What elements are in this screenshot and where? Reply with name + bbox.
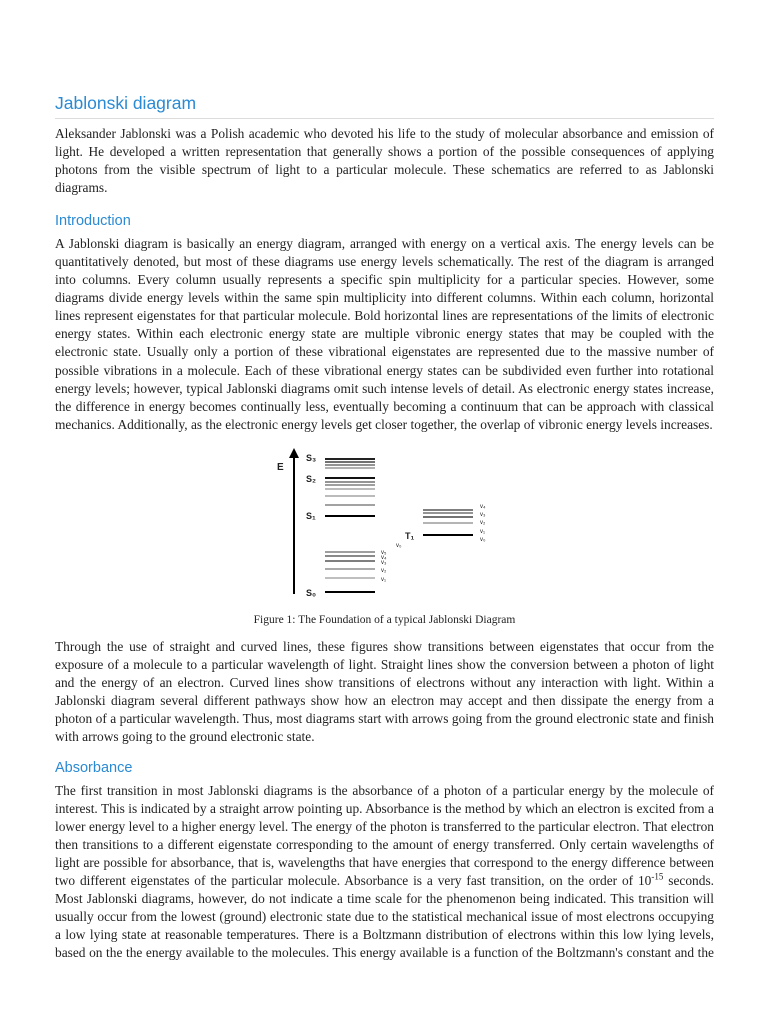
label-singlet-v1: v₁ xyxy=(381,576,387,583)
label-singlet-v5: v₅ xyxy=(381,549,387,556)
s2-levels xyxy=(325,478,375,505)
section-heading-absorbance: Absorbance xyxy=(55,759,133,776)
label-s3: S₃ xyxy=(306,452,317,463)
label-singlet-v3: v₃ xyxy=(381,559,387,566)
jablonski-figure xyxy=(55,444,714,626)
transitions-paragraph: Through the use of straight and curved lines, these figures show transitions between eigenstates that occur from the exposure of a molecule to a particular wavelength of light. Straight lines show the conversion between a photon of light and the energy of an electron. Curved lines show transitions of electrons without any interaction with light. Within a Jablonski diagram several different pathways show how an electron may accept and then dissipate the energy from a photon of a particular wavelength. Thus, most diagrams start with arrows going from the ground electronic state and finish with arrows going to the ground electronic state. xyxy=(55,638,714,744)
absorbance-paragraph xyxy=(55,782,714,962)
label-s2: S₂ xyxy=(306,473,317,484)
absorbance-exponent: -15 xyxy=(651,871,664,882)
t1-levels xyxy=(423,510,473,535)
label-triplet-v4: v₄ xyxy=(480,503,486,510)
document-page xyxy=(55,92,714,962)
label-triplet-v0: v₀ xyxy=(480,536,486,543)
singlet-vib-labels xyxy=(381,550,387,583)
label-singlet-v4: v₄ xyxy=(381,554,387,561)
absorbance-text-part1: The first transition in most Jablonski diagrams is the absorbance of a photon of a particular energy by the molecule of interest. This is indicated by a straight arrow pointing up. Absorbance is the method by which an electron is excited from a lower energy level to a higher energy level. The energy of the photon is transferred to the particular electron. That electron then transitions to a different eigenstate corresponding to the amount of energy transferred. Only certain wavelengths of light are possible for absorbance, that is, wavelengths that have energies that correspond to the energy difference between two different eigenstates of the particular molecule. Absorbance is a very fast transition, on the order of 10 xyxy=(55,782,714,889)
section-heading-introduction: Introduction xyxy=(55,213,131,230)
label-s0: S₀ xyxy=(306,587,317,598)
jablonski-diagram xyxy=(0,444,768,614)
intro-paragraph: Aleksander Jablonski was a Polish academic who devoted his life to the study of molecular absorbance and emission of light. He developed a written representation that generally shows a portion of the possible consequences of applying photons from the visible spectrum of light to a particular molecule. These schematics are referred to as Jablonski diagrams. xyxy=(55,126,714,196)
label-triplet-v3: v₃ xyxy=(480,511,486,518)
triplet-vib-labels xyxy=(480,504,486,543)
label-v0: v₀ xyxy=(396,542,402,549)
s3-levels xyxy=(325,459,375,468)
page-title: Jablonski diagram xyxy=(55,92,714,119)
axis-label-e: E xyxy=(277,461,284,473)
label-triplet-v2: v₂ xyxy=(480,519,486,526)
s0-vibrational-levels xyxy=(325,552,375,578)
label-t1: T₁ xyxy=(405,530,415,541)
figure-caption: Figure 1: The Foundation of a typical Jablonski Diagram xyxy=(253,613,516,626)
label-triplet-v1: v₁ xyxy=(480,528,486,535)
introduction-paragraph: A Jablonski diagram is basically an energy diagram, arranged with energy on a vertical axis. The energy levels can be quantitatively denoted, but most of these diagrams use energy levels schematically. The rest of the diagram is arranged into columns. Every column usually represents a specific spin multiplicity for a particular species. However, some diagrams divide energy levels within the same spin multiplicity into different columns. Within each column, horizontal lines represent eigenstates for that particular molecule. Bold horizontal lines are representations of the limits of electronic energy states. Within each electronic energy state are multiple vibronic energy states that may be coupled with the electronic state. Usually only a portion of these vibrational eigenstates are represented due to the massive number of possible vibrations in a molecule. Each of these vibrational energy states can be subdivided even further into rotational energy levels; however, typical Jablonski diagrams omit such intense levels of detail. As electronic energy states increase, the difference in energy becomes continually less, eventually becoming a continuum that can be approach with classical mechanics. Additionally, as the electronic energy levels get closer together, the overlap of vibronic energy levels increases. xyxy=(55,236,714,432)
energy-axis xyxy=(289,448,299,594)
label-singlet-v2: v₂ xyxy=(381,567,387,574)
label-s1: S₁ xyxy=(306,510,316,521)
absorbance-text-part2: seconds. Most Jablonski diagrams, however, do not indicate a time scale for the phenomenon being indicated. This transition will usually occur from the lowest (ground) electronic state due to the statistical mechanical issue of most electrons occupying a low lying state at reasonable temperatures. There is a Boltzmann distribution of electrons within this low lying levels, based on the the energy available to the molecules. This energy available is a function of the Boltzmann's constant and the xyxy=(55,873,715,961)
